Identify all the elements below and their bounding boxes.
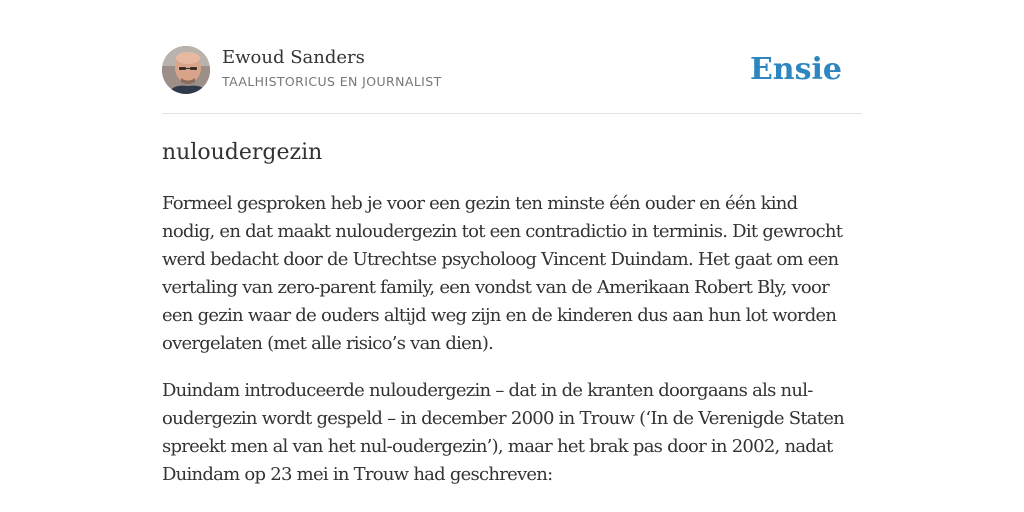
- paragraph-line: nodig, en dat maakt nuloudergezin tot een contradictio in terminis. Dit gewrocht: [162, 221, 843, 242]
- paragraph-line: vertaling van zero-parent family, een vondst van de Amerikaan Robert Bly, voor: [162, 277, 829, 298]
- paragraph-line: Formeel gesproken heb je voor een gezin ten minste één ouder en één kind: [162, 193, 798, 214]
- entry-title: nuloudergezin: [162, 140, 323, 165]
- entry-paragraph: [162, 190, 862, 358]
- author-title: TAALHISTORICUS EN JOURNALIST: [222, 74, 442, 89]
- paragraph-line: werd bedacht door de Utrechtse psycholoog Vincent Duindam. Het gaat om een: [162, 249, 839, 270]
- paragraph-line: Duindam introduceerde nuloudergezin – dat in de kranten doorgaans als nul-: [162, 380, 813, 401]
- entry-paragraph: [162, 377, 862, 489]
- paragraph-line: oudergezin wordt gespeld – in december 2000 in Trouw (‘In de Verenigde Staten: [162, 408, 845, 429]
- author-avatar[interactable]: [162, 46, 210, 94]
- paragraph-line: een gezin waar de ouders altijd weg zijn en de kinderen dus aan hun lot worden: [162, 305, 837, 326]
- avatar-portrait-icon: [162, 46, 210, 94]
- paragraph-line: spreekt men al van het nul-oudergezin’), maar het brak pas door in 2002, nadat: [162, 436, 833, 457]
- entry-card: [162, 0, 862, 512]
- paragraph-line: Duindam op 23 mei in Trouw had geschreven:: [162, 464, 553, 485]
- paragraph-line: overgelaten (met alle risico’s van dien).: [162, 333, 494, 354]
- author-name[interactable]: Ewoud Sanders: [222, 47, 365, 68]
- header-divider: [162, 113, 862, 114]
- ensie-logo[interactable]: Ensie: [749, 52, 842, 87]
- author-header: [162, 46, 862, 96]
